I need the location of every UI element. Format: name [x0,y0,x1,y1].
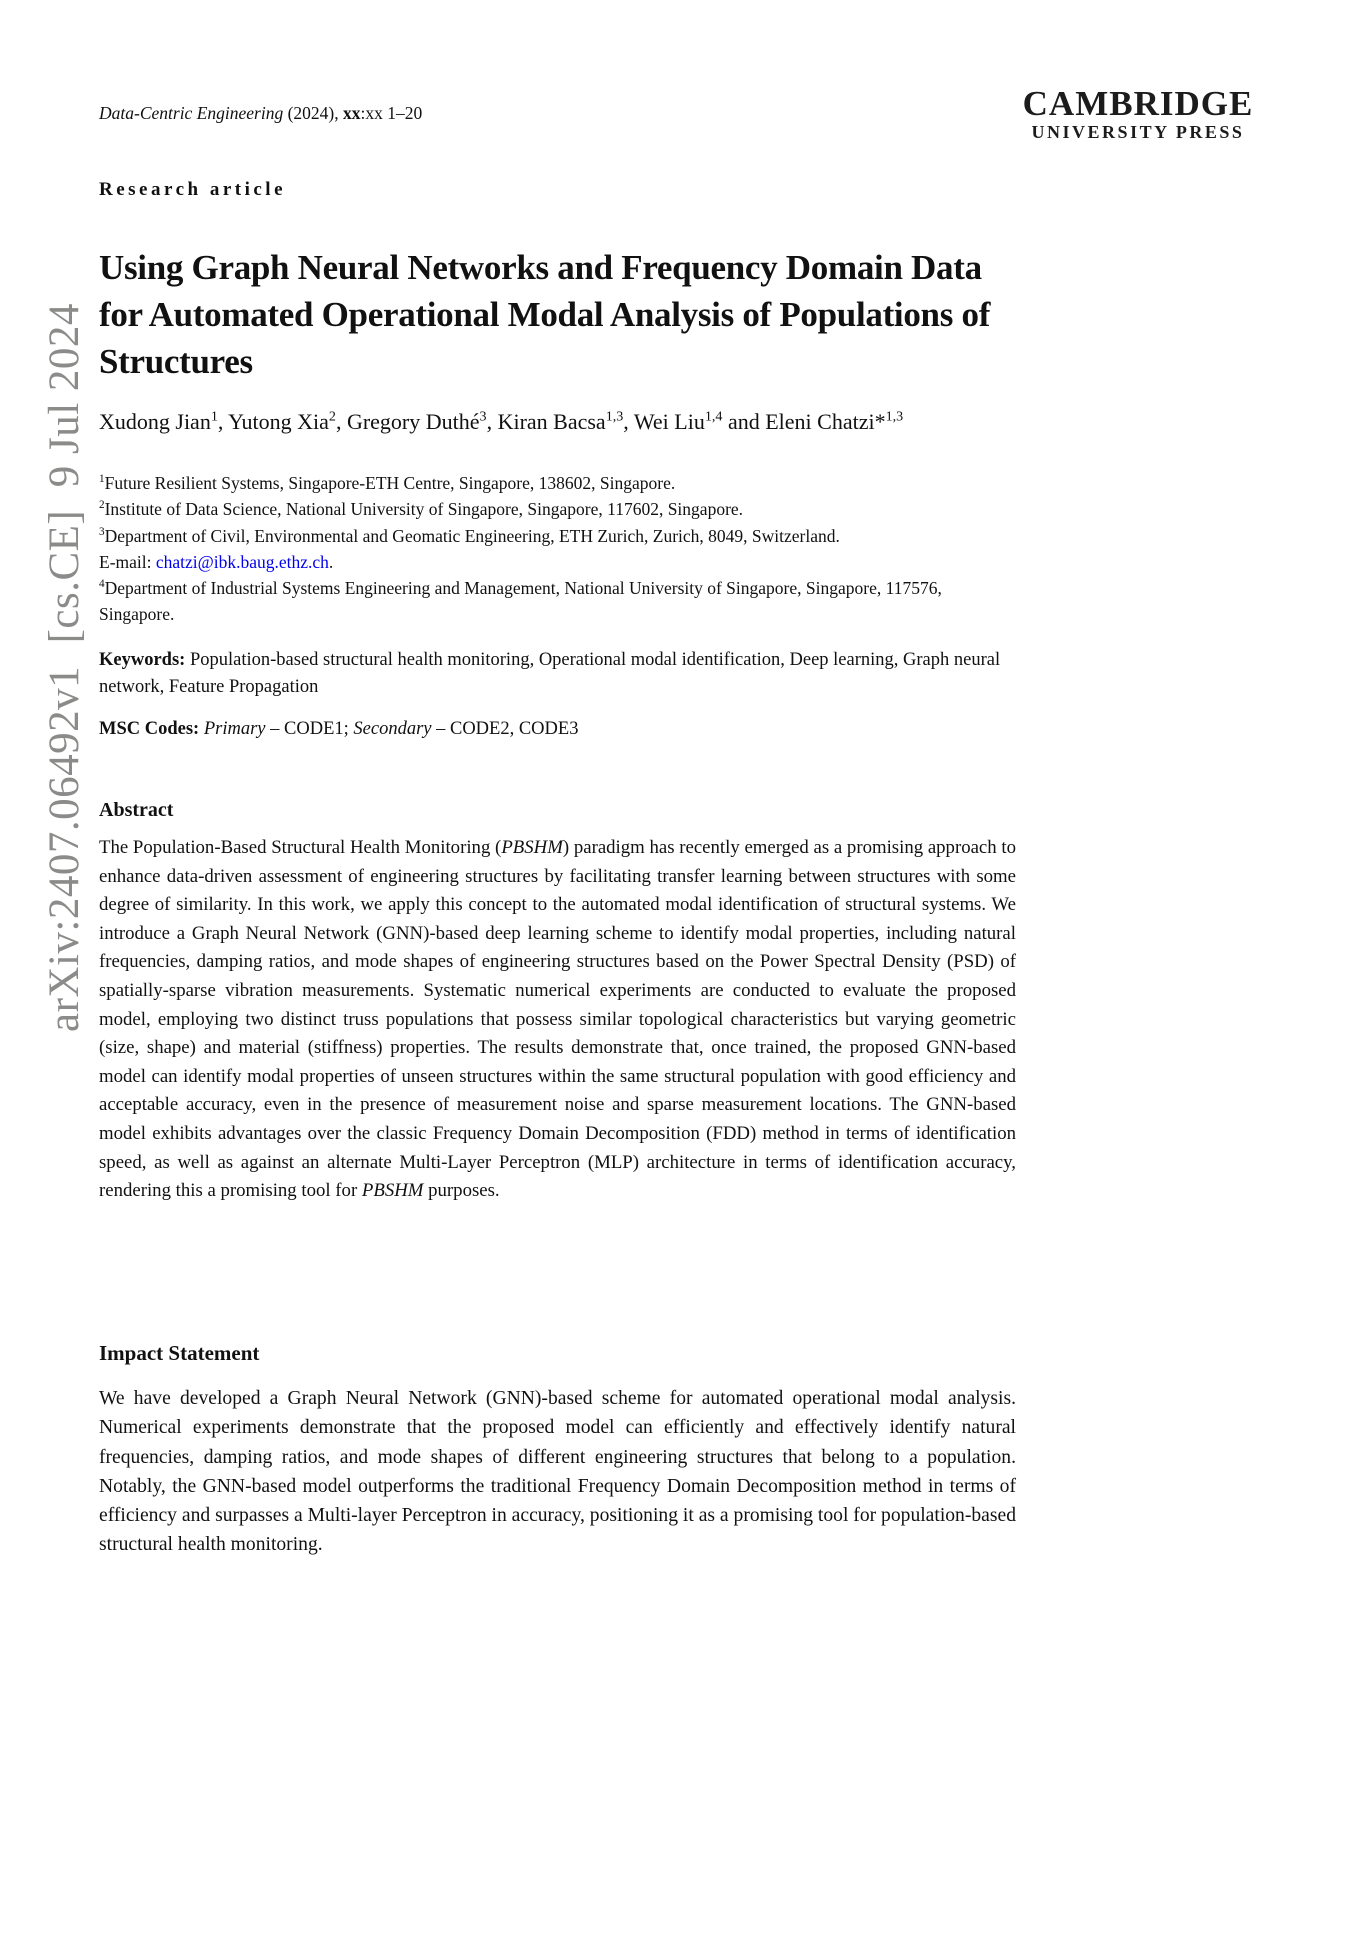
author-separator: , [217,409,229,434]
cambridge-logo [1018,86,1258,142]
author-affiliation-marker: 2 [328,408,336,425]
author-name: Wei Liu [633,409,705,434]
abstract-text: The Population-Based Structural Health Monitoring ( [99,837,502,858]
journal-name: Data-Centric Engineering [99,103,284,123]
arxiv-watermark: arXiv:2407.06492v1 [cs.CE] 9 Jul 2024 [41,303,88,1032]
email-line [99,549,1016,575]
author-affiliation-marker: 1,3 [885,408,904,425]
author [487,409,624,434]
affiliation-2 [99,496,1016,522]
author [218,409,336,434]
author-name: Gregory Duthé [346,409,480,434]
affiliation-marker: 2 [99,499,105,512]
title-line-1: Using Graph Neural Networks and Frequency Domain Data [99,248,982,287]
author-affiliation-marker: 1 [210,408,218,425]
journal-header [99,103,422,124]
paper-title [99,244,1059,385]
author [623,409,722,434]
author-name: Eleni Chatzi* [765,409,886,434]
msc-codes-block [99,719,1019,740]
affiliation-marker: 3 [99,525,105,538]
author-list [99,409,1059,435]
affiliation-marker: 4 [99,578,105,591]
msc-secondary-codes: – CODE2, CODE3 [431,719,579,739]
affiliations [99,470,1016,628]
author-separator: and [722,409,766,434]
email-label: E-mail: [99,551,156,572]
msc-primary-label: Primary [203,719,266,739]
keywords-label: Keywords: [99,650,190,670]
article-type-label: Research article [99,179,287,200]
author-affiliation-marker: 1,3 [605,408,624,425]
abstract-text: ) paradigm has recently emerged as a promising approach to enhance data-driven assessment of engineering structures by facilitating transfer learning between structures with some degree of similarity. In this work, we apply this concept to the automated modal identification of structural systems. We introduce a Graph Neural Network (GNN)-based deep learning scheme to identify modal properties, including natural frequencies, damping ratios, and mode shapes of engineering structures based on the Power Spectral Density (PSD) of spatially-sparse vibration measurements. Systematic numerical experiments are conducted to evaluate the proposed model, employing two distinct truss populations that possess similar topological characteristics but varying geometric (size, shape) and material (stiffness) properties. The results demonstrate that, once trained, the proposed GNN-based model can identify modal properties of unseen structures within the same structural population with good efficiency and acceptable accuracy, even in the presence of measurement noise and sparse measurement locations. The GNN-based model exhibits advantages over the classic Frequency Domain Decomposition (FDD) method in terms of identification speed, as well as against an alternate Multi-Layer Perceptron (MLP) architecture in terms of identification accuracy, rendering this a promising tool for [99,837,1016,1202]
cambridge-logo-line1: CAMBRIDGE [1022,84,1254,123]
journal-year: (2024), [283,103,343,123]
msc-primary-codes: – CODE1; [265,719,354,739]
author [722,409,903,434]
abstract-text: purposes. [423,1180,500,1202]
keywords-text: Population-based structural health monitoring, Operational modal identification, Deep learning, Graph neural network, Feature Propagation [99,650,1001,697]
msc-label: MSC Codes: [99,719,204,739]
affiliation-3 [99,523,1016,549]
msc-secondary-label: Secondary [353,719,432,739]
affiliation-text: Department of Industrial Systems Engineering and Management, National University of Singapore, Singapore, 117576, Singapore. [99,578,942,625]
author-affiliation-marker: 3 [479,408,487,425]
email-link[interactable]: chatzi@ibk.baug.ethz.ch [155,551,329,572]
author [336,409,487,434]
abstract-italic-term: PBSHM [501,837,563,858]
abstract-italic-term: PBSHM [361,1180,424,1202]
author-separator: , [623,409,634,434]
impact-statement-heading: Impact Statement [99,1341,260,1365]
title-line-3: Structures [99,342,253,381]
author-separator: , [335,409,347,434]
affiliation-text: Department of Civil, Environmental and Geomatic Engineering, ETH Zurich, Zurich, 8049, Switzerland. [104,525,840,546]
affiliation-text: Institute of Data Science, National University of Singapore, Singapore, 117602, Singapore. [104,499,744,520]
abstract-body [99,834,1016,1206]
abstract-heading: Abstract [99,799,174,821]
author-name: Yutong Xia [228,409,329,434]
affiliation-1 [99,470,1016,496]
cambridge-logo-line2: UNIVERSITY PRESS [1031,122,1245,142]
affiliation-text: Future Resilient Systems, Singapore-ETH Centre, Singapore, 138602, Singapore. [104,473,676,493]
affiliation-marker: 1 [99,473,105,486]
author-name: Kiran Bacsa [497,409,606,434]
keywords-block [99,647,1019,701]
author-separator: , [486,409,498,434]
affiliation-4 [99,575,1016,628]
author-affiliation-marker: 1,4 [704,408,723,425]
author-name: Xudong Jian [99,409,211,434]
journal-volume: xx [342,103,361,123]
impact-statement-body: We have developed a Graph Neural Network (GNN)-based scheme for automated operational modal analysis. Numerical experiments demonstrate that the proposed model can efficiently and effectively identify natural frequencies, damping ratios, and mode shapes of different engineering structures that belong to a population. Notably, the GNN-based model outperforms the traditional Frequency Domain Decomposition method in terms of efficiency and surpasses a Multi-layer Perceptron in accuracy, positioning it as a promising tool for population-based structural health monitoring. [99,1388,1016,1556]
title-line-2: for Automated Operational Modal Analysis of Populations of [99,295,991,334]
journal-pages: :xx 1–20 [360,103,423,123]
email-suffix: . [328,551,334,572]
author [99,409,218,434]
